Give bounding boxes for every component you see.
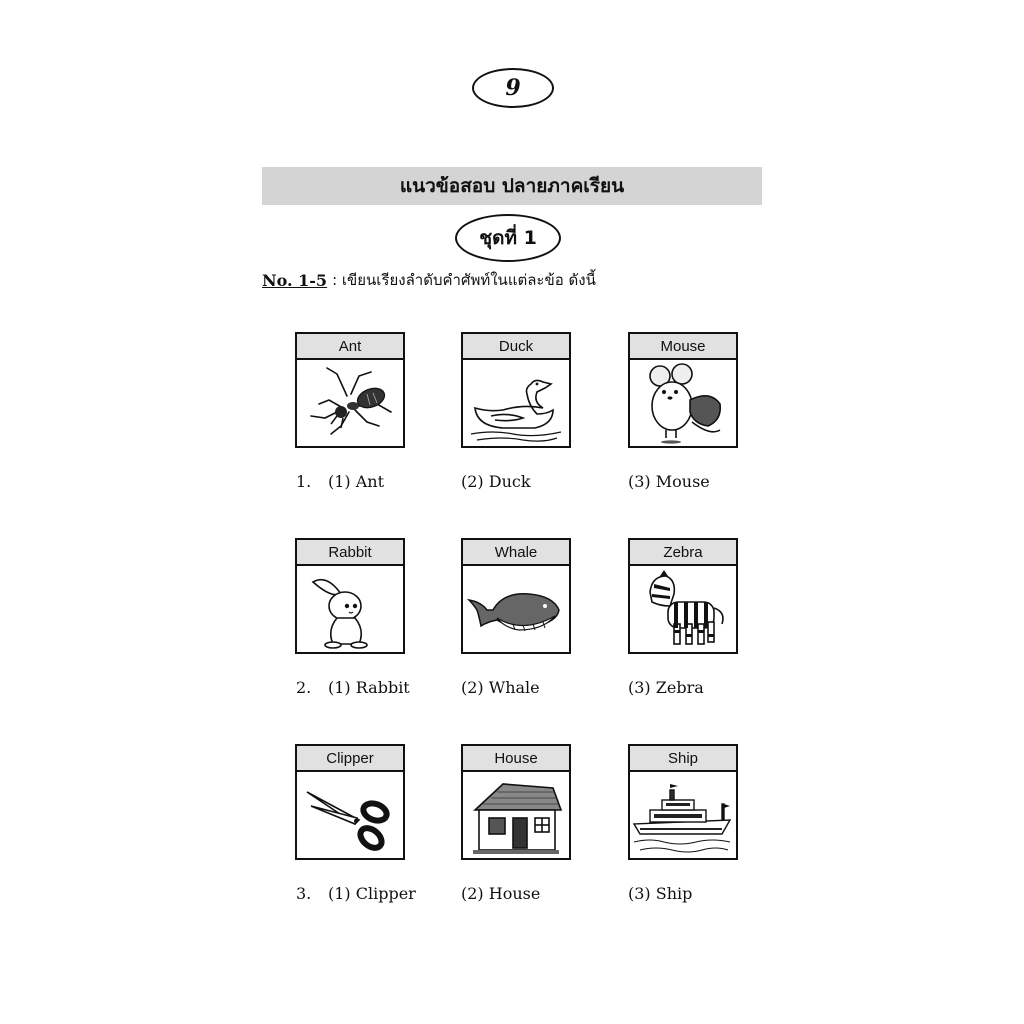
answer-option: (1) Rabbit (328, 678, 410, 697)
answer-row-3 (296, 884, 726, 910)
card-label: House (463, 746, 569, 772)
answer-option: (3) Mouse (628, 472, 710, 491)
instruction-text: : เขียนเรียงลำดับคำศัพท์ในแต่ละข้อ ดังนี้ (332, 271, 596, 289)
ship-icon (630, 772, 736, 860)
mouse-icon (630, 360, 736, 448)
picture-card-whale (461, 538, 571, 654)
answer-option: (1) Clipper (328, 884, 416, 903)
card-label: Duck (463, 334, 569, 360)
zebra-icon (630, 566, 736, 654)
scissors-icon (297, 772, 403, 860)
picture-card-rabbit (295, 538, 405, 654)
question-range: No. 1-5 (262, 270, 328, 290)
set-badge: ชุดที่ 1 (455, 214, 561, 262)
picture-card-mouse (628, 332, 738, 448)
answer-option: (2) Duck (461, 472, 531, 491)
answer-row-2 (296, 678, 726, 704)
house-icon (463, 772, 569, 860)
page-number: 9 (472, 68, 554, 108)
rabbit-icon (297, 566, 403, 654)
duck-icon (463, 360, 569, 448)
whale-icon (463, 566, 569, 654)
card-label: Zebra (630, 540, 736, 566)
card-label: Mouse (630, 334, 736, 360)
picture-card-house (461, 744, 571, 860)
answer-row-1 (296, 472, 726, 498)
picture-card-ship (628, 744, 738, 860)
picture-card-clipper (295, 744, 405, 860)
picture-card-zebra (628, 538, 738, 654)
card-label: Ship (630, 746, 736, 772)
answer-option: (3) Zebra (628, 678, 704, 697)
answer-option: (1) Ant (328, 472, 385, 491)
question-number: 2. (296, 678, 312, 697)
page-title: แนวข้อสอบ ปลายภาคเรียน (262, 167, 762, 205)
question-number: 3. (296, 884, 312, 903)
card-label: Ant (297, 334, 403, 360)
picture-card-ant (295, 332, 405, 448)
answer-option: (2) House (461, 884, 541, 903)
ant-icon (297, 360, 403, 448)
answer-option: (3) Ship (628, 884, 693, 903)
card-label: Clipper (297, 746, 403, 772)
question-number: 1. (296, 472, 312, 491)
instruction (262, 266, 762, 294)
card-label: Rabbit (297, 540, 403, 566)
answer-option: (2) Whale (461, 678, 540, 697)
picture-card-duck (461, 332, 571, 448)
card-label: Whale (463, 540, 569, 566)
